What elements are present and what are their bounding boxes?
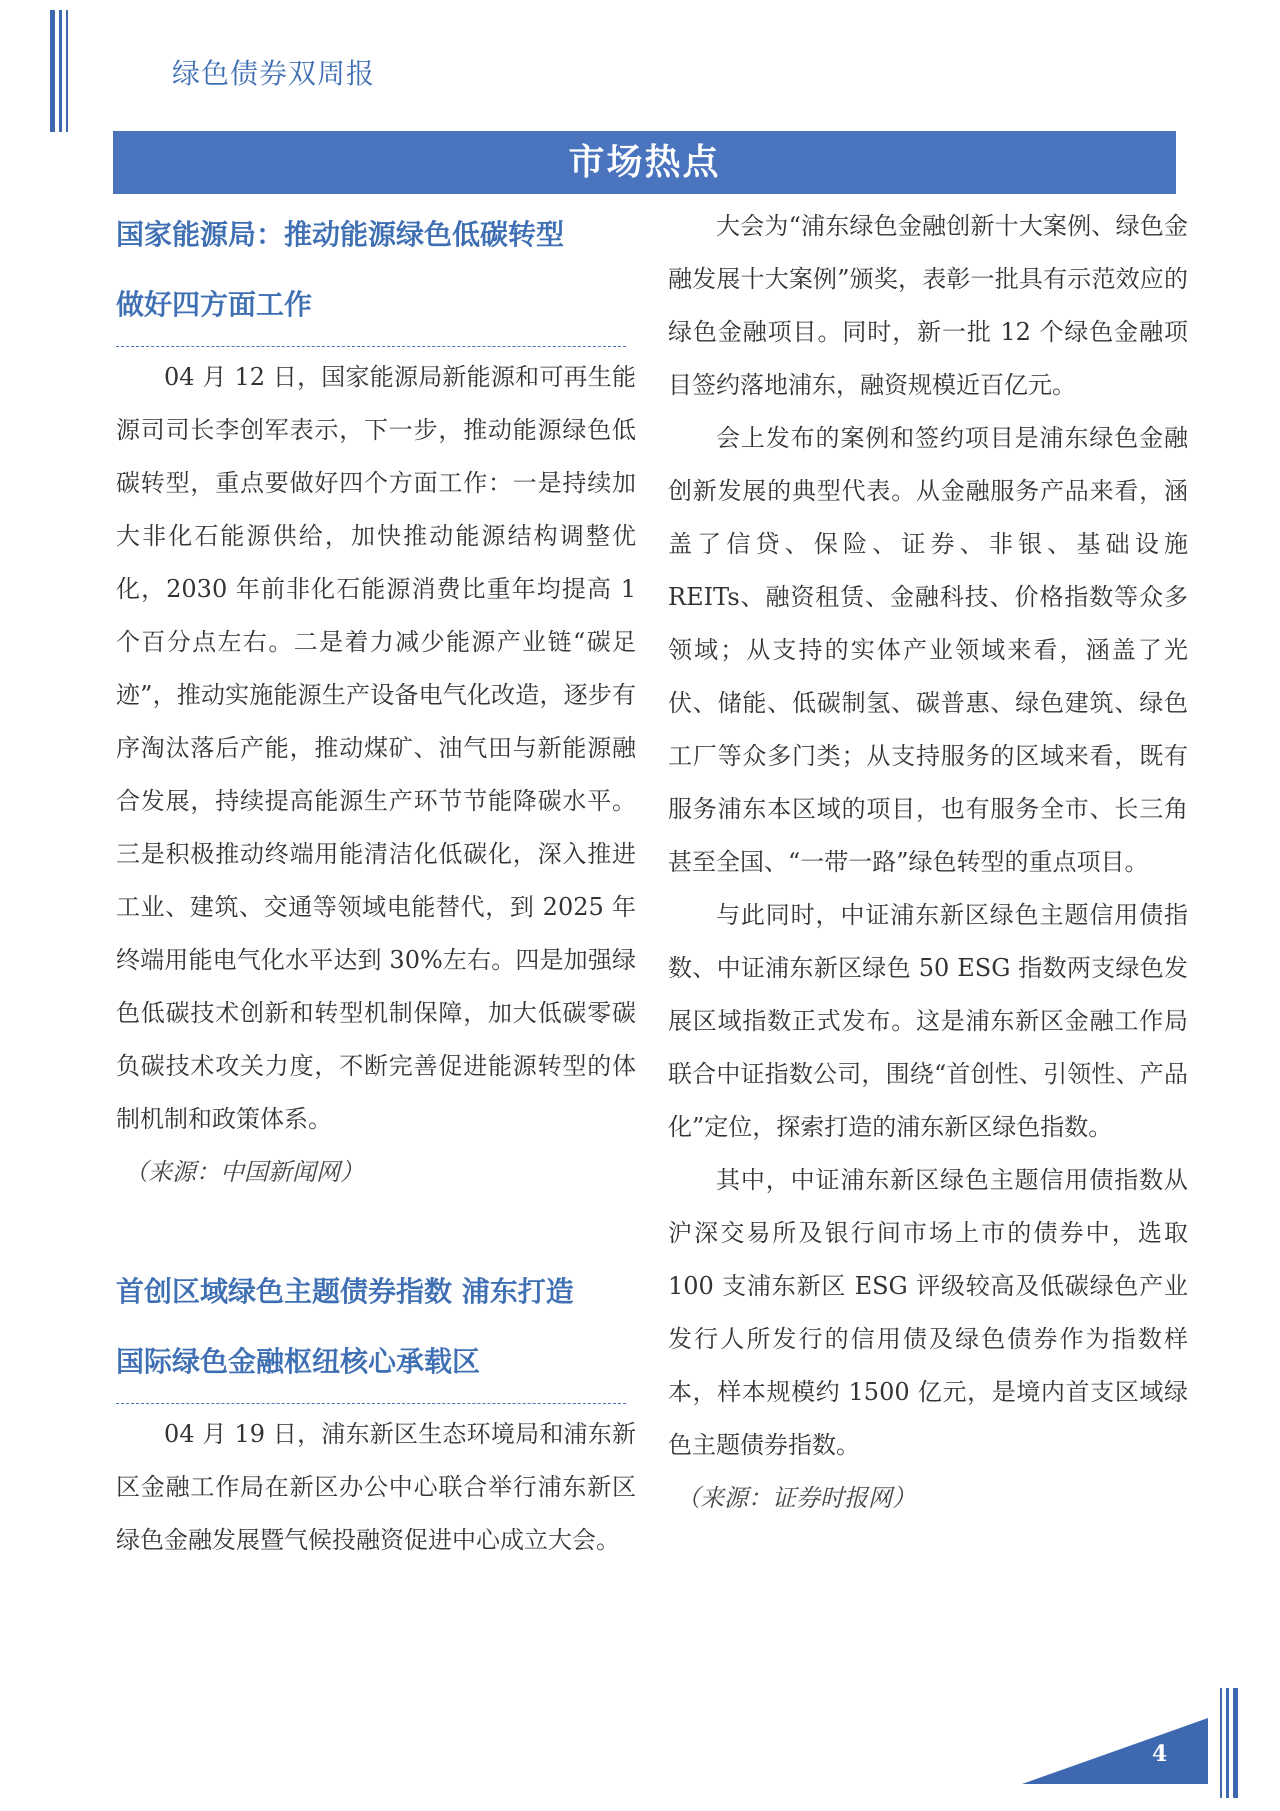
title-divider [116,346,626,347]
article-2-source: （来源：证券时报网） [676,1484,916,1512]
right-column [668,200,1188,1525]
article-2-paragraph: 其中，中证浦东新区绿色主题信用债指数从沪深交易所及银行间市场上市的债券中，选取 100 支浦东新区 ESG 评级较高及低碳绿色产业发行人所发行的信用债及绿色债券作为指数样本，样本规模约 1500 亿元，是境内首支区域绿色主题债券指数。 [668,1166,1188,1459]
newsletter-title: 绿色债券双周报 [172,57,376,90]
title-divider [116,1403,626,1404]
article-1-title: 国家能源局：推动能源绿色低碳转型 做好四方面工作 [116,218,565,321]
article-2-paragraph: 04 月 19 日，浦东新区生态环境局和浦东新区金融工作局在新区办公中心联合举行浦东新区绿色金融发展暨气候投融资促进中心成立大会。 [116,1420,636,1554]
page-number-triangle [1022,1718,1208,1784]
article-1-paragraph: 04 月 12 日，国家能源局新能源和可再生能源司司长李创军表示，下一步，推动能源绿色低碳转型，重点要做好四个方面工作：一是持续加大非化石能源供给，加快推动能源结构调整优化，2030 年前非化石能源消费比重年均提高 1 个百分点左右。二是着力减少能源产业链“碳足迹”，推动实施能源生产设备电气化改造，逐步有序淘汰落后产能，推动煤矿、油气田与新能源融合发展，持续提高能源生产环节节能降碳水平。三是积极推动终端用能清洁化低碳化，深入推进工业、建筑、交通等领域电能替代，到 2025 年终端用能电气化水平达到 30%左右。四是加强绿色低碳技术创新和转型机制保障，加大低碳零碳负碳技术攻关力度，不断完善促进能源转型的体制机制和政策体系。 [116,363,636,1133]
left-column [116,200,636,1567]
footer-decoration-lines [1220,1688,1242,1798]
header-decoration-lines [50,10,72,132]
article-2-title: 首创区域绿色主题债券指数 浦东打造 国际绿色金融枢纽核心承载区 [116,1275,574,1378]
article-2-paragraph: 大会为“浦东绿色金融创新十大案例、绿色金融发展十大案例”颁奖，表彰一批具有示范效应的绿色金融项目。同时，新一批 12 个绿色金融项目签约落地浦东，融资规模近百亿元。 [668,212,1188,399]
page-number: 4 [1152,1741,1168,1767]
article-2-paragraph: 与此同时，中证浦东新区绿色主题信用债指数、中证浦东新区绿色 50 ESG 指数两支绿色发展区域指数正式发布。这是浦东新区金融工作局联合中证指数公司，围绕“首创性、引领性、产品化”定位，探索打造的浦东新区绿色指数。 [668,901,1188,1141]
section-banner: 市场热点 [113,131,1176,194]
article-2-paragraph: 会上发布的案例和签约项目是浦东绿色金融创新发展的典型代表。从金融服务产品来看，涵盖了信贷、保险、证券、非银、基础设施 REITs、融资租赁、金融科技、价格指数等众多领域；从支持的实体产业领域来看，涵盖了光伏、储能、低碳制氢、碳普惠、绿色建筑、绿色工厂等众多门类；从支持服务的区域来看，既有服务浦东本区域的项目，也有服务全市、长三角甚至全国、“一带一路”绿色转型的重点项目。 [668,424,1188,876]
article-1-source: （来源：中国新闻网） [124,1158,364,1186]
